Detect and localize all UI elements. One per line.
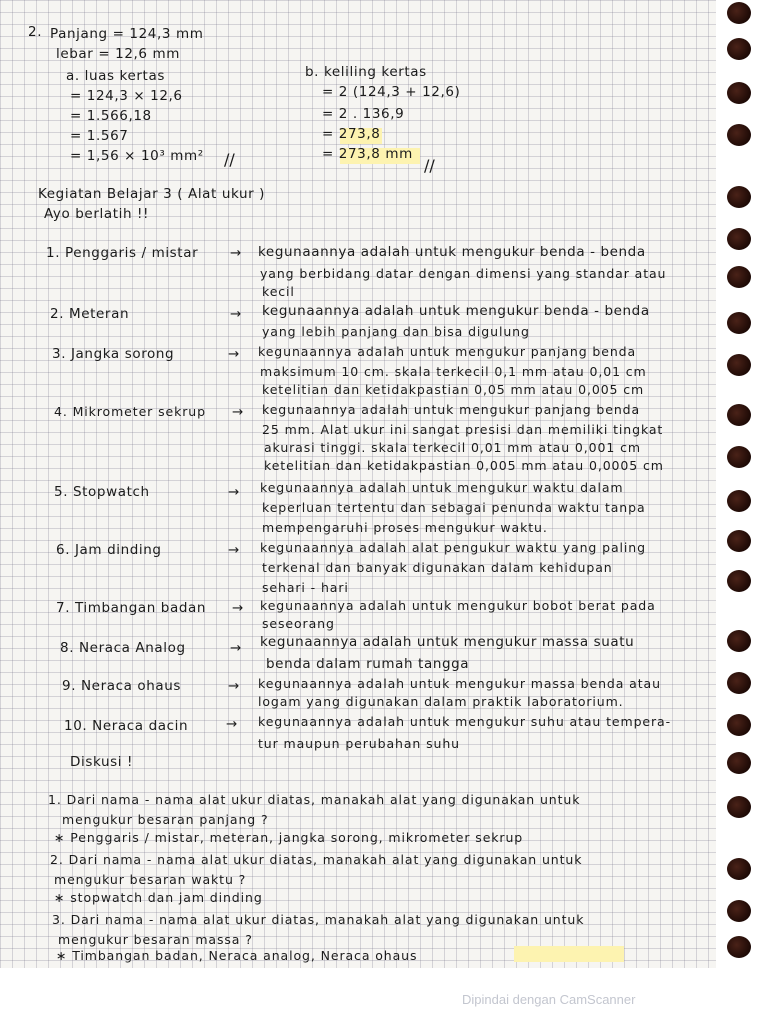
- alat-name: 6. Jam dinding: [56, 542, 162, 558]
- arrow: →: [228, 484, 240, 500]
- binding-hole: [727, 796, 751, 818]
- alat-desc: mempengaruhi proses mengukur waktu.: [262, 520, 548, 535]
- alat-desc: kegunaannya adalah untuk mengukur benda - benda: [262, 303, 650, 319]
- answer: ∗ Penggaris / mistar, meteran, jangka sorong, mikrometer sekrup: [54, 830, 524, 845]
- binding-hole: [727, 404, 751, 426]
- binding-hole: [727, 752, 751, 774]
- keliling-step: = 2 . 136,9: [322, 106, 405, 122]
- binding-hole: [727, 312, 751, 334]
- alat-desc: kegunaannya adalah untuk mengukur waktu dalam: [260, 480, 624, 495]
- binding-hole: [727, 186, 751, 208]
- alat-desc: keperluan tertentu dan sebagai penunda waktu tanpa: [262, 500, 646, 515]
- alat-desc: benda dalam rumah tangga: [266, 656, 470, 672]
- alat-desc: yang berbidang datar dengan dimensi yang standar atau: [260, 266, 667, 281]
- alat-desc: kegunaannya adalah untuk mengukur benda - benda: [258, 244, 646, 260]
- alat-desc: kegunaannya adalah untuk mengukur panjang benda: [262, 402, 641, 417]
- keliling-result: = 273,8 mm: [322, 146, 413, 162]
- arrow: →: [228, 678, 240, 694]
- alat-desc: ketelitian dan ketidakpastian 0,005 mm atau 0,0005 cm: [264, 458, 664, 473]
- binding-hole: [727, 82, 751, 104]
- arrow: →: [232, 600, 244, 616]
- arrow: →: [230, 245, 242, 261]
- alat-name: 7. Timbangan badan: [56, 600, 207, 616]
- luas-result: = 1,56 × 10³ mm²: [70, 148, 204, 164]
- alat-desc: logam yang digunakan dalam praktik laboratorium.: [258, 694, 624, 709]
- arrow: →: [228, 542, 240, 558]
- keliling-heading: b. keliling kertas: [305, 64, 427, 80]
- binding-hole: [727, 354, 751, 376]
- arrow: →: [228, 346, 240, 362]
- binding-hole: [727, 900, 751, 922]
- binding-hole: [727, 936, 751, 958]
- spiral-binding: [716, 0, 768, 968]
- alat-desc: maksimum 10 cm. skala terkecil 0,1 mm atau 0,01 cm: [260, 364, 647, 379]
- lebar-line: lebar = 12,6 mm: [56, 46, 180, 62]
- alat-name: 2. Meteran: [50, 306, 130, 322]
- answer-mark: //: [424, 156, 435, 175]
- binding-hole: [727, 672, 751, 694]
- alat-desc: sehari - hari: [262, 580, 349, 595]
- arrow: →: [230, 640, 242, 656]
- panjang-line: Panjang = 124,3 mm: [50, 26, 204, 42]
- diskusi-title: Diskusi !: [70, 754, 134, 770]
- answer: ∗ Timbangan badan, Neraca analog, Neraca ohaus: [56, 948, 418, 963]
- question: 1. Dari nama - nama alat ukur diatas, manakah alat yang digunakan untuk: [48, 792, 581, 807]
- alat-name: 10. Neraca dacin: [64, 718, 189, 734]
- problem-number: 2.: [28, 24, 43, 40]
- alat-name: 1. Penggaris / mistar: [46, 245, 199, 261]
- binding-hole: [727, 446, 751, 468]
- alat-desc: kegunaannya adalah untuk mengukur massa benda atau: [258, 676, 661, 691]
- alat-name: 8. Neraca Analog: [60, 640, 186, 656]
- alat-desc: kegunaannya adalah alat pengukur waktu yang paling: [260, 540, 646, 555]
- alat-name: 4. Mikrometer sekrup: [54, 404, 206, 419]
- binding-hole: [727, 858, 751, 880]
- binding-hole: [727, 2, 751, 24]
- alat-desc: kegunaannya adalah untuk mengukur suhu atau tempera-: [258, 714, 672, 729]
- alat-desc: kegunaannya adalah untuk mengukur bobot berat pada: [260, 598, 656, 613]
- alat-desc: yang lebih panjang dan bisa digulung: [262, 324, 530, 339]
- binding-hole: [727, 38, 751, 60]
- alat-desc: 25 mm. Alat ukur ini sangat presisi dan memiliki tingkat: [262, 422, 664, 437]
- keliling-step: = 2 (124,3 + 12,6): [322, 84, 461, 100]
- luas-step: = 1.566,18: [70, 108, 152, 124]
- section-title: Kegiatan Belajar 3 ( Alat ukur ): [38, 186, 266, 202]
- alat-desc: akurasi tinggi. skala terkecil 0,01 mm atau 0,001 cm: [264, 440, 641, 455]
- arrow: →: [232, 404, 244, 420]
- arrow: →: [230, 306, 242, 322]
- alat-desc: tur maupun perubahan suhu: [258, 736, 460, 751]
- question: mengukur besaran massa ?: [58, 932, 253, 947]
- answer: ∗ stopwatch dan jam dinding: [54, 890, 263, 905]
- question: 2. Dari nama - nama alat ukur diatas, manakah alat yang digunakan untuk: [50, 852, 583, 867]
- highlight-mark: [514, 946, 624, 962]
- binding-hole: [727, 490, 751, 512]
- binding-hole: [727, 570, 751, 592]
- binding-hole: [727, 630, 751, 652]
- alat-desc: kegunaannya adalah untuk mengukur massa suatu: [260, 634, 635, 650]
- alat-desc: seseorang: [262, 616, 335, 631]
- scanner-watermark: Dipindai dengan CamScanner: [462, 992, 636, 1007]
- binding-hole: [727, 124, 751, 146]
- section-subtitle: Ayo berlatih !!: [44, 206, 150, 222]
- luas-step: = 124,3 × 12,6: [70, 88, 183, 104]
- question: mengukur besaran panjang ?: [62, 812, 269, 827]
- alat-name: 9. Neraca ohaus: [62, 678, 182, 694]
- arrow: →: [226, 716, 238, 732]
- alat-desc: kecil: [262, 284, 295, 299]
- alat-desc: kegunaannya adalah untuk mengukur panjang benda: [258, 344, 637, 359]
- alat-name: 3. Jangka sorong: [52, 346, 175, 362]
- question: mengukur besaran waktu ?: [54, 872, 247, 887]
- answer-mark: //: [224, 150, 235, 169]
- binding-hole: [727, 530, 751, 552]
- alat-desc: ketelitian dan ketidakpastian 0,05 mm atau 0,005 cm: [262, 382, 645, 397]
- alat-name: 5. Stopwatch: [54, 484, 150, 500]
- luas-step: = 1.567: [70, 128, 129, 144]
- luas-heading: a. luas kertas: [66, 68, 165, 84]
- binding-hole: [727, 714, 751, 736]
- binding-hole: [727, 228, 751, 250]
- binding-hole: [727, 266, 751, 288]
- question: 3. Dari nama - nama alat ukur diatas, manakah alat yang digunakan untuk: [52, 912, 585, 927]
- keliling-step: = 273,8: [322, 126, 381, 142]
- alat-desc: terkenal dan banyak digunakan dalam kehidupan: [262, 560, 613, 575]
